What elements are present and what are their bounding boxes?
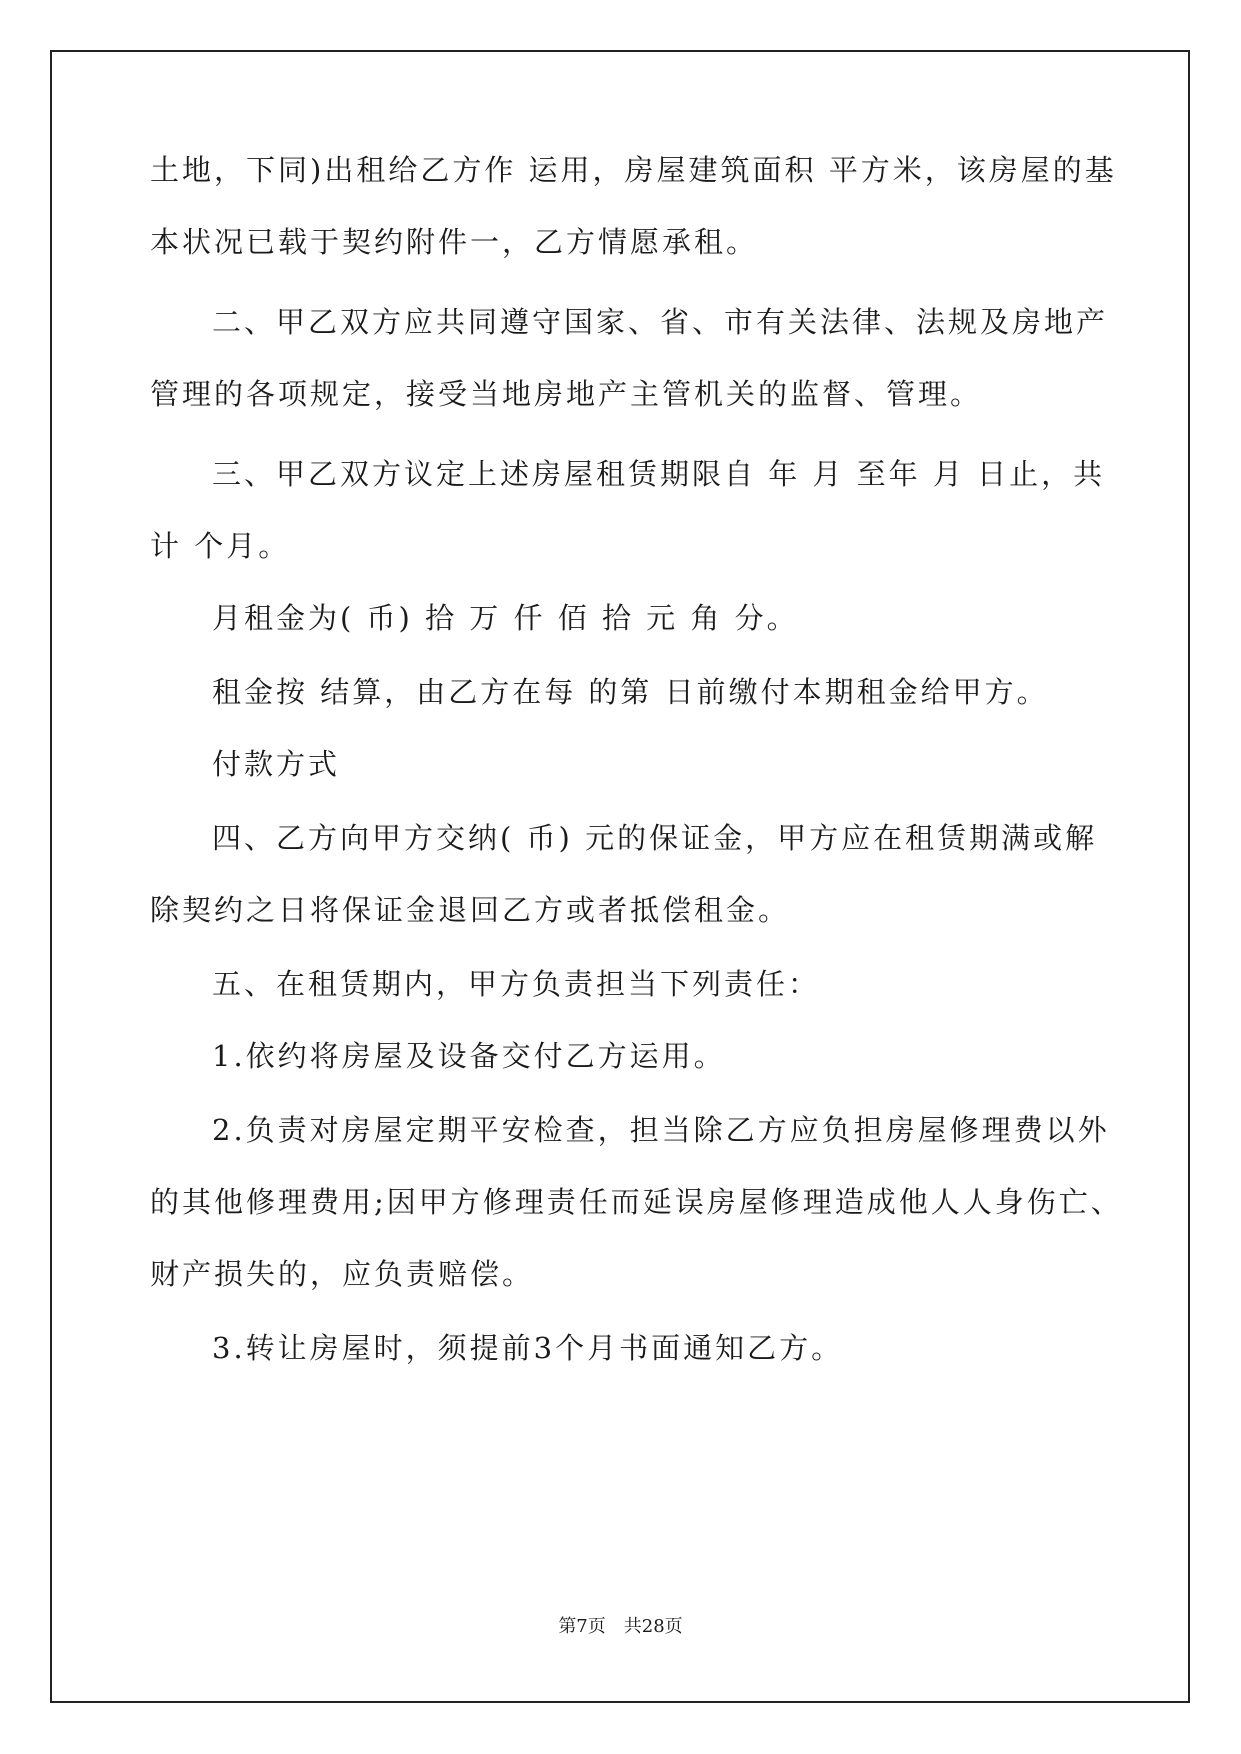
- text-line-5: 三、甲乙双方议定上述房屋租赁期限自 年 月 至年 月 日止，共: [212, 457, 1106, 491]
- text-line-10: 四、乙方向甲方交纳( 币) 元的保证金，甲方应在租赁期满或解: [212, 821, 1098, 855]
- text-line-6: 计 个月。: [150, 529, 291, 563]
- text-line-11: 除契约之日将保证金退回乙方或者抵偿租金。: [150, 893, 791, 927]
- text-line-14: 2.负责对房屋定期平安检查，担当除乙方应负担房屋修理费以外: [212, 1113, 1110, 1147]
- text-line-3: 二、甲乙双方应共同遵守国家、省、市有关法律、法规及房地产: [212, 305, 1109, 339]
- page-number-footer: 第7页 共28页: [558, 1616, 683, 1637]
- text-line-16: 财产损失的，应负责赔偿。: [150, 1257, 535, 1291]
- text-line-2: 本状况已载于契约附件一，乙方情愿承租。: [150, 225, 759, 259]
- text-line-4: 管理的各项规定，接受当地房地产主管机关的监督、管理。: [150, 377, 983, 411]
- text-line-17: 3.转让房屋时，须提前3个月书面通知乙方。: [212, 1331, 844, 1365]
- text-line-15: 的其他修理费用;因甲方修理责任而延误房屋修理造成他人人身伤亡、: [150, 1185, 1123, 1219]
- text-line-8: 租金按 结算，由乙方在每 的第 日前缴付本期租金给甲方。: [212, 675, 1049, 709]
- text-line-1: 土地，下同)出租给乙方作 运用，房屋建筑面积 平方米，该房屋的基: [150, 153, 1117, 187]
- text-line-12: 五、在租赁期内，甲方负责担当下列责任：: [212, 967, 821, 1001]
- page-border: [50, 50, 1190, 1703]
- text-line-7: 月租金为( 币) 拾 万 仟 佰 拾 元 角 分。: [212, 601, 799, 635]
- text-line-9: 付款方式: [212, 747, 341, 781]
- text-line-13: 1.依约将房屋及设备交付乙方运用。: [212, 1039, 726, 1073]
